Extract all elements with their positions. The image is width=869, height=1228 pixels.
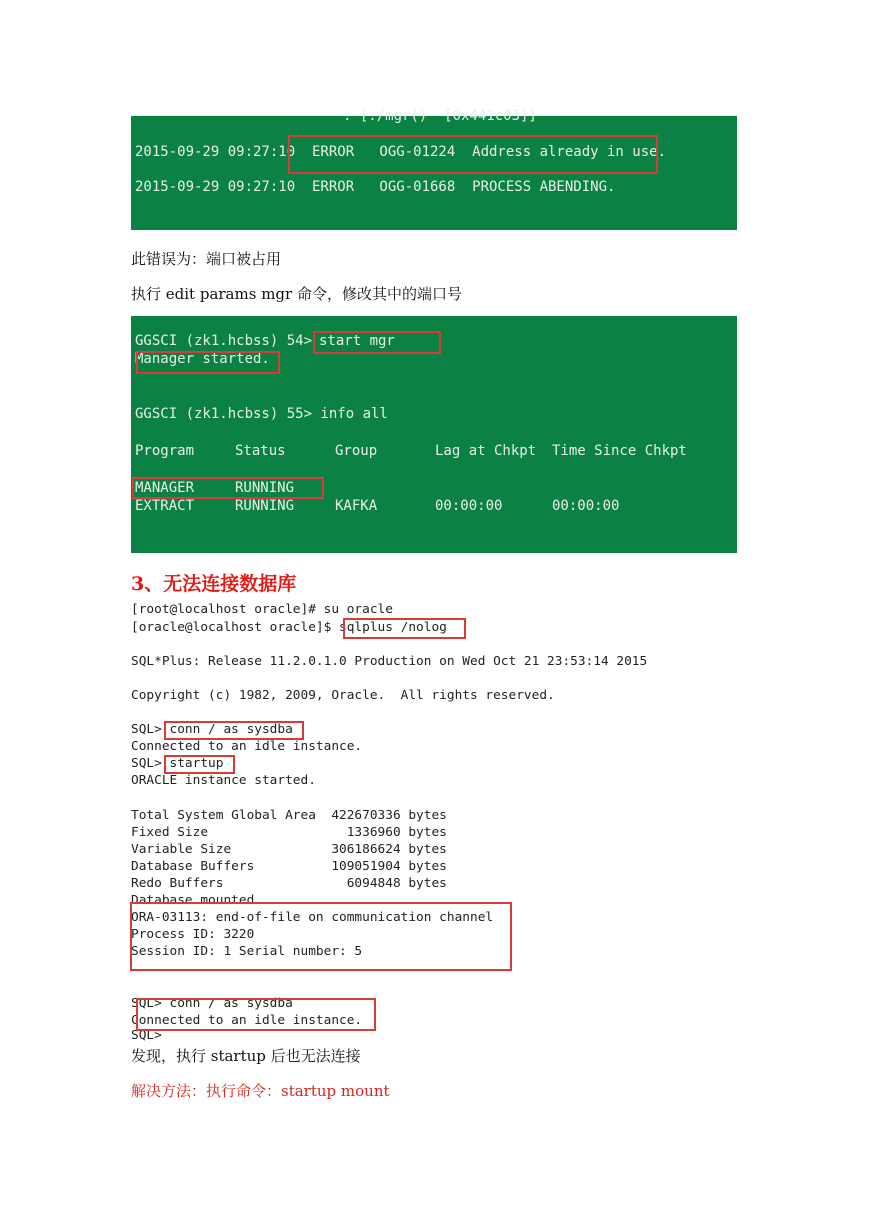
sql-line: SQL*Plus: Release 11.2.0.1.0 Production on Wed Oct 21 23:53:14 2015 — [131, 654, 648, 669]
paragraph-port-occupied: 此错误为：端口被占用 — [131, 250, 282, 268]
ggsci-info-all: GGSCI (zk1.hcbss) 55> info all — [135, 406, 388, 422]
sql-line: [root@localhost oracle]# su oracle — [131, 602, 393, 617]
highlight-box — [164, 755, 235, 774]
highlight-box — [343, 618, 466, 639]
cut-top-line: : [./mgr() [0x441c03]] — [343, 108, 537, 124]
highlight-box — [130, 902, 512, 971]
sql-line: SQL> conn / as sysdba — [131, 996, 293, 1011]
highlight-box — [313, 331, 441, 354]
paragraph-solution: 解决方法：执行命令：startup mount — [131, 1082, 390, 1100]
sql-line: Connected to an idle instance. — [131, 739, 363, 754]
sql-line: Fixed Size 1336960 bytes — [131, 825, 447, 840]
col-header-program: Program — [135, 443, 195, 459]
sql-line: Connected to an idle instance. — [131, 1013, 363, 1028]
sql-line: SQL> conn / as sysdba — [131, 722, 293, 737]
row-manager-status: RUNNING — [235, 480, 295, 496]
row-manager-program: MANAGER — [135, 480, 195, 496]
row-extract-time-since: 00:00:00 — [552, 498, 620, 514]
highlight-box — [164, 721, 304, 740]
ggsci-prompt: GGSCI (zk1.hcbss) 54> — [135, 333, 321, 349]
sql-line: Session ID: 1 Serial number: 5 — [131, 944, 363, 959]
sql-line: [oracle@localhost oracle]$ sqlplus /nolog — [131, 620, 447, 635]
sql-line: Redo Buffers 6094848 bytes — [131, 876, 447, 891]
sql-line: Variable Size 306186624 bytes — [131, 842, 447, 857]
sql-line: ORA-03113: end-of-file on communication channel — [131, 910, 494, 925]
col-header-status: Status — [235, 443, 286, 459]
sql-line: Total System Global Area 422670336 bytes — [131, 808, 447, 823]
manager-started-line: Manager started. — [135, 351, 270, 367]
sql-line: Copyright (c) 1982, 2009, Oracle. All rights reserved. — [131, 688, 555, 703]
highlight-box — [136, 351, 280, 374]
sql-line: SQL> startup — [131, 756, 224, 771]
highlight-box — [136, 998, 376, 1031]
section-heading: 3、无法连接数据库 — [131, 573, 297, 595]
row-extract-group: KAFKA — [335, 498, 378, 514]
sql-line: SQL> — [131, 1028, 162, 1043]
row-extract-program: EXTRACT — [135, 498, 195, 514]
paragraph-edit-params: 执行 edit params mgr 命令，修改其中的端口号 — [131, 285, 462, 303]
sql-line: Database mounted. — [131, 893, 262, 908]
row-extract-status: RUNNING — [235, 498, 295, 514]
ggsci-command: start mgr — [319, 333, 395, 349]
col-header-time-since: Time Since Chkpt — [552, 443, 687, 459]
highlight-box — [132, 477, 324, 499]
col-header-lag: Lag at Chkpt — [435, 443, 537, 459]
row-extract-lag: 00:00:00 — [435, 498, 503, 514]
sql-line: Database Buffers 109051904 bytes — [131, 859, 447, 874]
sql-line: ORACLE instance started. — [131, 773, 316, 788]
paragraph-startup-failed: 发现，执行 startup 后也无法连接 — [131, 1047, 361, 1065]
error-line-address-in-use: 2015-09-29 09:27:10 ERROR OGG-01224 Address already in use. — [135, 144, 667, 160]
error-line-process-abending: 2015-09-29 09:27:10 ERROR OGG-01668 PROCESS ABENDING. — [135, 179, 616, 195]
col-header-group: Group — [335, 443, 378, 459]
sql-line: Process ID: 3220 — [131, 927, 255, 942]
highlight-box — [288, 135, 658, 174]
